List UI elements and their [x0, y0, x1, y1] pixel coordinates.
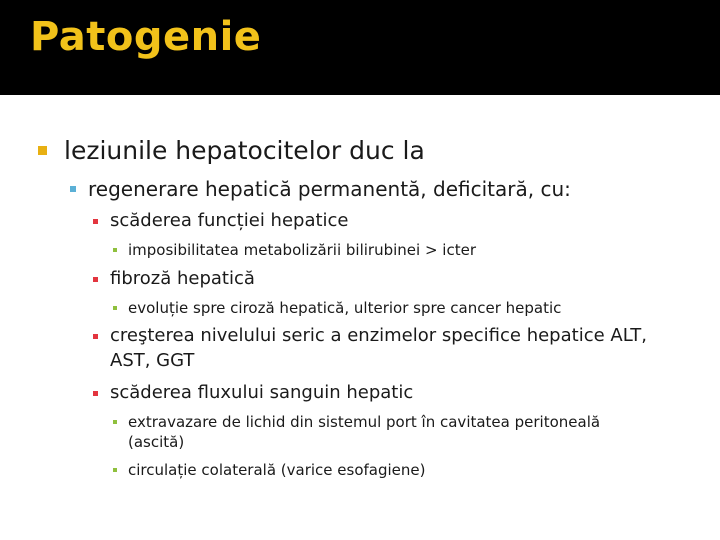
bullet-text: leziunile hepatocitelor duc la: [64, 136, 425, 165]
bullet-text: AST, GGT: [110, 350, 195, 371]
square-bullet-icon: [93, 277, 98, 282]
bullet-text: scăderea funcției hepatice: [110, 210, 349, 231]
bullet-level4: [128, 460, 426, 480]
bullet-level1: [64, 136, 425, 166]
bullet-level4: [128, 240, 476, 260]
square-bullet-icon: [93, 219, 98, 224]
bullet-level4: [128, 412, 600, 432]
bullet-level3: [110, 324, 647, 348]
bullet-text: fibroză hepatică: [110, 268, 255, 289]
square-bullet-icon: [113, 248, 117, 252]
bullet-text: regenerare hepatică permanentă, deficitară, cu:: [88, 177, 571, 201]
bullet-level3: [110, 267, 255, 291]
bullet-text: (ascită): [128, 433, 185, 451]
bullet-text: creşterea nivelului seric a enzimelor specifice hepatice ALT,: [110, 325, 647, 346]
square-bullet-icon: [113, 420, 117, 424]
bullet-level3: [110, 209, 349, 233]
bullet-text: circulație colaterală (varice esofagiene): [128, 461, 426, 479]
bullet-text: imposibilitatea metabolizării bilirubinei > icter: [128, 241, 476, 259]
bullet-text: evoluție spre ciroză hepatică, ulterior spre cancer hepatic: [128, 299, 562, 317]
bullet-level2: [88, 177, 571, 201]
square-bullet-icon: [38, 146, 47, 155]
bullet-continuation: [110, 349, 194, 373]
bullet-level4: [128, 298, 561, 318]
square-bullet-icon: [113, 306, 117, 310]
bullet-level3: [110, 381, 413, 405]
slide-title: Patogenie: [30, 14, 262, 60]
square-bullet-icon: [113, 468, 117, 472]
square-bullet-icon: [70, 186, 76, 192]
bullet-text: scăderea fluxului sanguin hepatic: [110, 382, 414, 403]
bullet-text: extravazare de lichid din sistemul port în cavitatea peritoneală: [128, 413, 601, 431]
square-bullet-icon: [93, 391, 98, 396]
bullet-continuation: [128, 432, 184, 452]
square-bullet-icon: [93, 334, 98, 339]
